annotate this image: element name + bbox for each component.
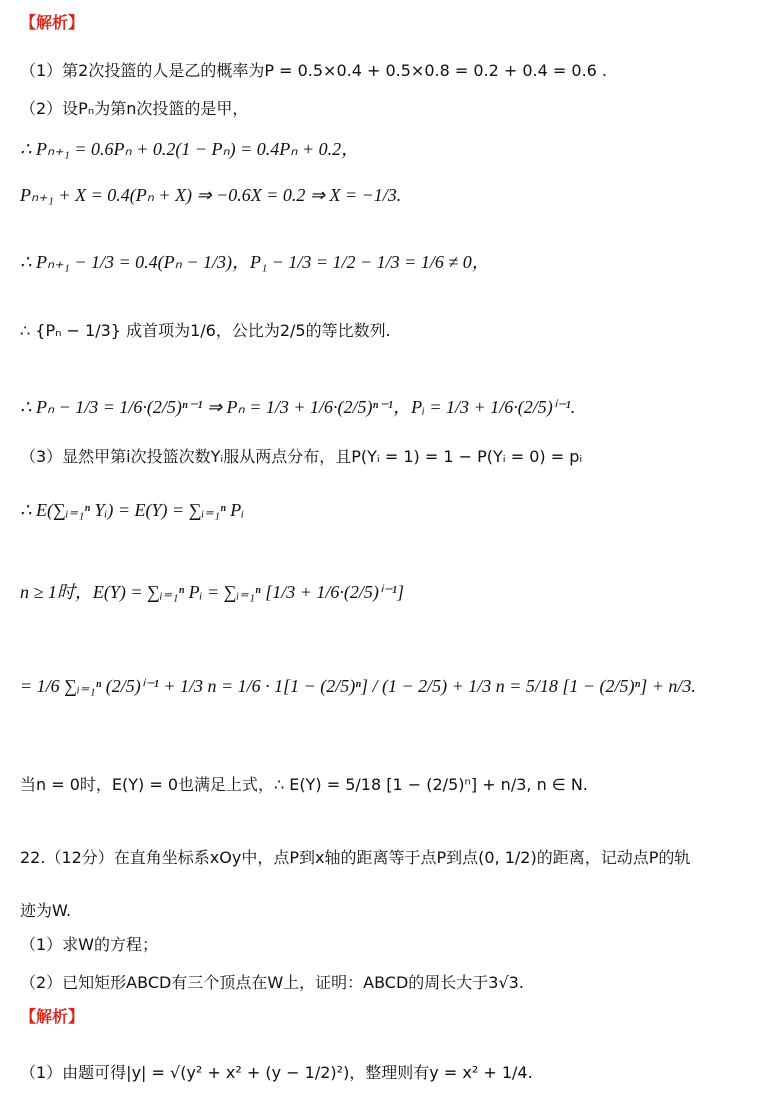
text-line: 当n = 0时，E(Y) = 0也满足上式，∴ E(Y) = 5/18 [1 − (2/5)ⁿ] + n/3, n ∈ N. <box>20 775 588 794</box>
formula-line: ∴ Pₙ − 1/3 = 1/6·(2/5)ⁿ⁻¹ ⇒ Pₙ = 1/3 + 1/6·(2/5)ⁿ⁻¹，Pᵢ = 1/3 + 1/6·(2/5)ⁱ⁻¹. <box>20 397 576 417</box>
text-line: （2）设Pₙ为第n次投篮的是甲， <box>20 99 249 118</box>
formula-line: ∴ Pₙ₊₁ = 0.6Pₙ + 0.2(1 − Pₙ) = 0.4Pₙ + 0.2， <box>20 139 360 159</box>
formula-line: Pₙ₊₁ + X = 0.4(Pₙ + X) ⇒ −0.6X = 0.2 ⇒ X = −1/3. <box>20 185 402 205</box>
problem-statement: 迹为W. <box>20 901 72 920</box>
formula-line: = 1/6 ∑ᵢ₌₁ⁿ (2/5)ⁱ⁻¹ + 1/3 n = 1/6 · 1[1 − (2/5)ⁿ] / (1 − 2/5) + 1/3 n = 5/18 [1 − (2/5)ⁿ] + n/3. <box>20 676 696 696</box>
formula-line: n ≥ 1时，E(Y) = ∑ᵢ₌₁ⁿ Pᵢ = ∑ᵢ₌₁ⁿ [1/3 + 1/6·(2/5)ⁱ⁻¹] <box>20 582 404 602</box>
section-heading: 【解析】 <box>20 13 85 32</box>
text-line: （1）由题可得|y| = √(y² + x² + (y − 1/2)²)，整理则有y = x² + 1/4. <box>20 1063 533 1082</box>
problem-part: （1）求W的方程； <box>20 935 159 954</box>
formula-line: ∴ Pₙ₊₁ − 1/3 = 0.4(Pₙ − 1/3)，P₁ − 1/3 = 1/2 − 1/3 = 1/6 ≠ 0， <box>20 252 490 272</box>
problem-part: （2）已知矩形ABCD有三个顶点在W上，证明：ABCD的周长大于3√3. <box>20 973 524 992</box>
text-line: ∴ {Pₙ − 1/3} 成首项为1/6，公比为2/5的等比数列. <box>20 321 391 340</box>
problem-statement: 22.（12分）在直角坐标系xOy中，点P到x轴的距离等于点P到点(0, 1/2)的距离，记动点P的轨 <box>20 848 691 867</box>
formula-line: ∴ E(∑ᵢ₌₁ⁿ Yᵢ) = E(Y) = ∑ᵢ₌₁ⁿ Pᵢ <box>20 500 245 520</box>
text-line: （1）第2次投篮的人是乙的概率为P = 0.5×0.4 + 0.5×0.8 = 0.2 + 0.4 = 0.6 . <box>20 61 608 80</box>
section-heading: 【解析】 <box>20 1007 85 1026</box>
text-line: （3）显然甲第i次投篮次数Yᵢ服从两点分布，且P(Yᵢ = 1) = 1 − P(Yᵢ = 0) = pᵢ <box>20 447 583 466</box>
